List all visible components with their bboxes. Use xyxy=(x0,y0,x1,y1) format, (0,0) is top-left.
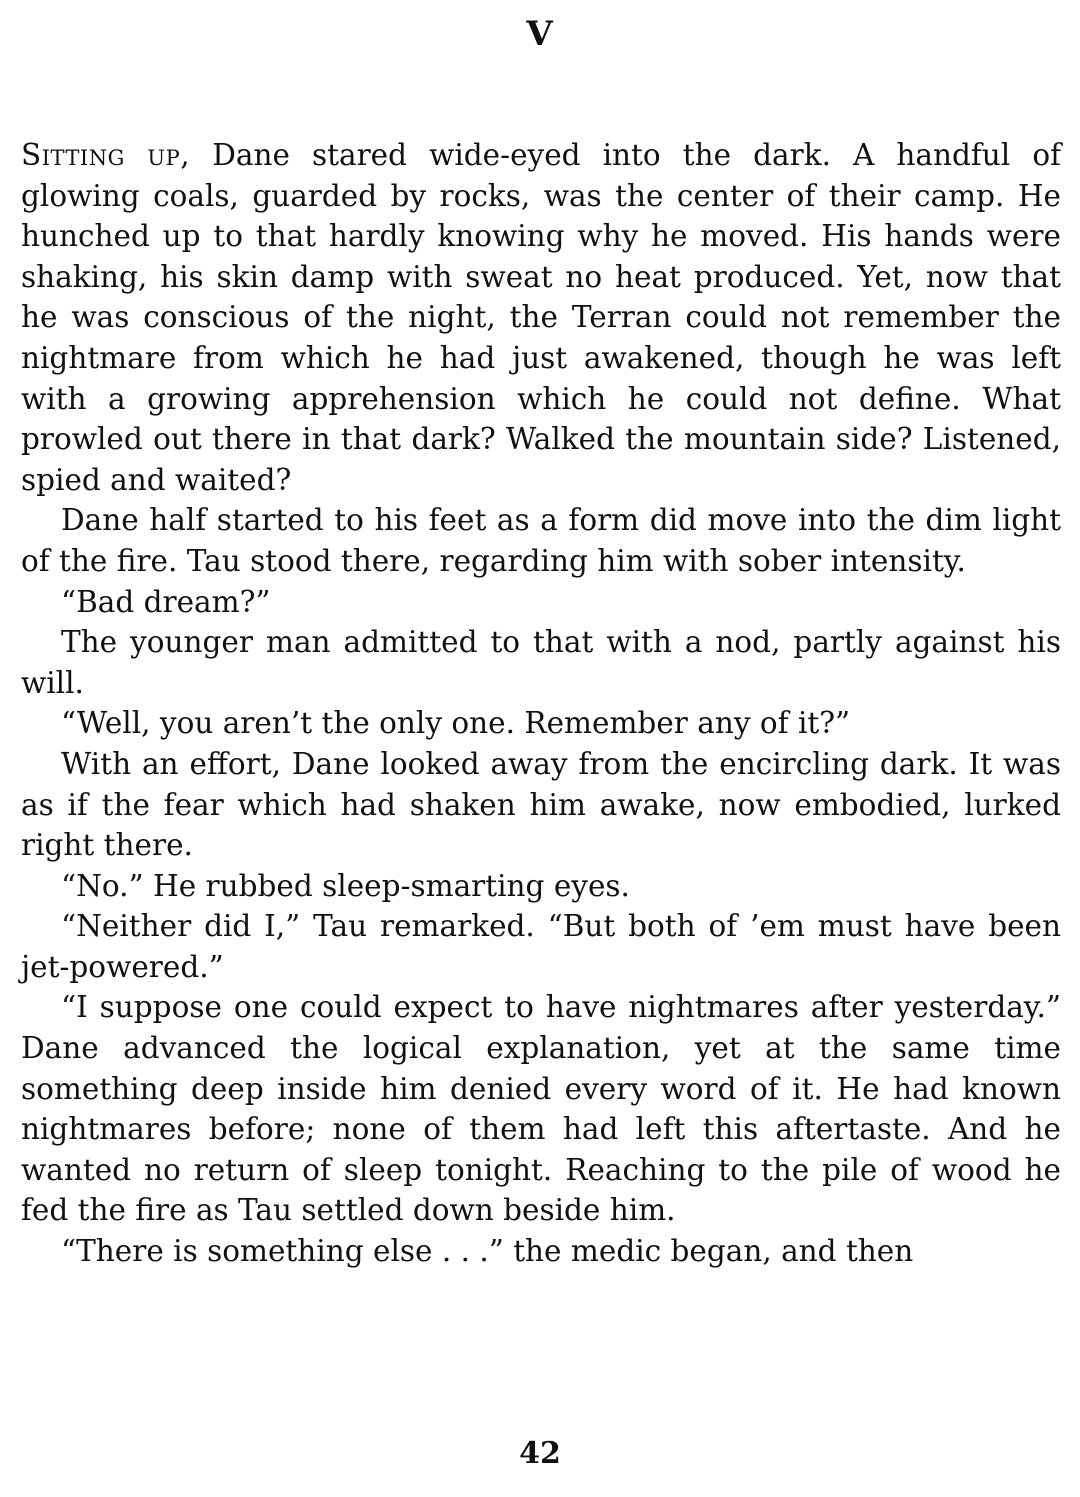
paragraph: “There is something else . . .” the medic began, and then xyxy=(61,1234,914,1269)
paragraph: “Bad dream?” xyxy=(61,584,271,619)
chapter-heading: V xyxy=(526,14,554,54)
paragraph: With an effort, Dane looked away from the encircling dark. It was as if the fear which had shaken him awake, now embodied, lurked right there. xyxy=(21,746,1061,863)
paragraph: “Neither did I,” Tau remarked. “But both of ’em must have been jet-powered.” xyxy=(21,909,1061,984)
paragraph: “No.” He rubbed sleep-smarting eyes. xyxy=(61,868,630,903)
opening-paragraph-text: Dane stared wide-eyed into the dark. A handful of glowing coals, guarded by rocks, was the center of their camp. He hunched up to that hardly knowing why he moved. His hands were shaking, his skin damp with sweat no heat produced. Yet, now that he was conscious of the night, the Terran could not remember the nightmare from which he had just awakened, though he was left with a growing apprehension which he could not define. What prowled out there in that dark? Walked the mountain side? Listened, spied and waited? xyxy=(21,138,1061,497)
paragraph: Dane half started to his feet as a form did move into the dim light of the fire. Tau stood there, regarding him with sober intensity. xyxy=(21,503,1061,578)
paragraph: “Well, you aren’t the only one. Remember any of it?” xyxy=(61,706,851,741)
page-number: 42 xyxy=(519,1436,561,1471)
paragraph: The younger man admitted to that with a nod, partly against his will. xyxy=(21,625,1061,700)
opening-paragraph xyxy=(21,135,1061,500)
paragraph: “I suppose one could expect to have nightmares after yesterday.” Dane advanced the logical explanation, yet at the same time something deep inside him denied every word of it. He had known nightmares before; none of them had left this aftertaste. And he wanted no return of sleep tonight. Reaching to the pile of wood he fed the fire as Tau settled down beside him. xyxy=(21,990,1061,1228)
body-text xyxy=(21,135,1061,1272)
opening-smallcaps: Sitting up, xyxy=(21,138,191,172)
